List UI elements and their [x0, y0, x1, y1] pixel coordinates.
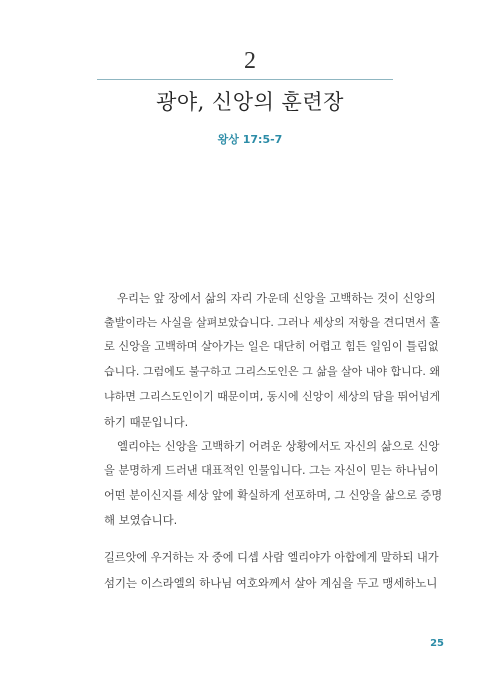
scripture-reference: 왕상 17:5-7 — [217, 133, 283, 146]
text-line: 섬기는 이스라엘의 하나님 여호와께서 살아 계심을 두고 맹세하노니 — [104, 575, 438, 590]
paragraph-1 — [104, 286, 444, 434]
text-line: 길르앗에 우거하는 자 중에 디셉 사람 엘리야가 아합에게 말하되 내가 — [104, 551, 439, 565]
chapter-divider — [97, 79, 393, 80]
chapter-number: 2 — [244, 48, 256, 74]
scripture-quote — [104, 546, 444, 595]
text-line: 로 신앙을 고백하며 살아가는 일은 대단히 어렵고 힘든 일임이 틀림없 — [104, 340, 439, 354]
text-line: 엘리야는 신앙을 고백하기 어려운 상황에서도 자신의 삶으로 신앙 — [117, 439, 440, 454]
paragraph-2 — [104, 434, 444, 533]
text-line: 우리는 앞 장에서 삶의 자리 가운데 신앙을 고백하는 것이 신앙의 — [117, 291, 436, 305]
page-number: 25 — [430, 638, 444, 649]
text-line: 냐하면 그리스도인이기 때문이며, 동시에 신앙이 세상의 담을 뛰어넘게 — [104, 389, 441, 403]
text-line: 습니다. 그럼에도 불구하고 그리스도인은 그 삶을 살아 내야 합니다. 왜 — [104, 365, 440, 379]
chapter-title: 광야, 신앙의 훈련장 — [156, 90, 344, 114]
text-line: 어떤 분이신지를 세상 앞에 확실하게 선포하며, 그 신앙을 삶으로 증명 — [104, 488, 443, 502]
text-line: 을 분명하게 드러낸 대표적인 인물입니다. 그는 자신이 믿는 하나님이 — [104, 463, 439, 477]
body-text — [104, 286, 444, 595]
text-line: 출발이라는 사실을 살펴보았습니다. 그러나 세상의 저항을 견디면서 홀 — [104, 315, 441, 329]
text-line: 해 보였습니다. — [104, 513, 178, 528]
text-line: 하기 때문입니다. — [104, 414, 189, 429]
